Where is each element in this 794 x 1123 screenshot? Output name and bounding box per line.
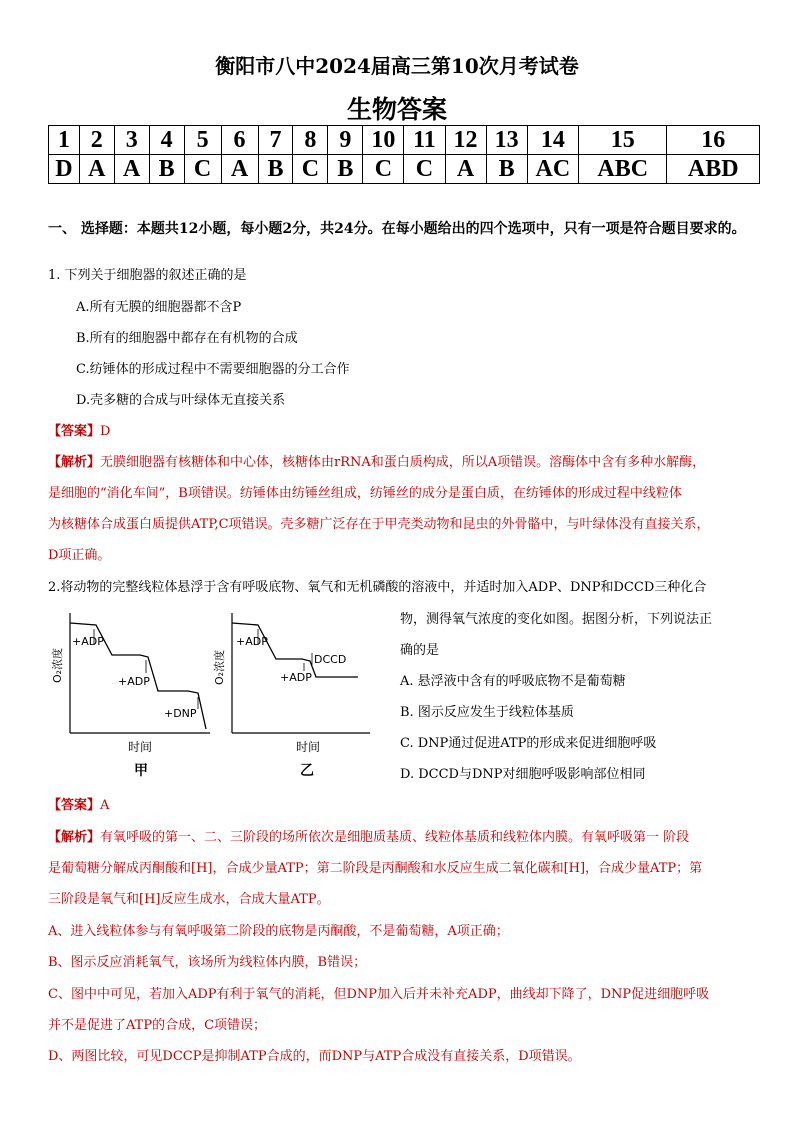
number-cell: 9 xyxy=(328,126,363,155)
analysis-text: 有氧呼吸的第一、二、三阶段的场所依次是细胞质基质、线粒体基质和线粒体内膜。有氧呼吸第一 阶段 xyxy=(100,830,690,845)
q2-analysis-line: C、图中中可见，若加入ADP有利于氧气的消耗，但DNP加入后并未补充ADP，曲线却下降了，DNP促进细胞呼吸 xyxy=(48,987,710,1002)
answer-table-answer-row xyxy=(49,155,760,184)
q2-analysis-line: D、两图比较，可见DCCP是抑制ATP合成的，而DNP与ATP合成没有直接关系，D项错误。 xyxy=(48,1049,581,1064)
answer-cell: ABC xyxy=(579,155,667,184)
q1-answer xyxy=(48,422,110,442)
q2-answer xyxy=(48,796,109,816)
number-cell: 8 xyxy=(293,126,328,155)
answer-label: 【答案】 xyxy=(48,798,101,813)
q2-analysis-line xyxy=(48,828,689,848)
number-cell: 7 xyxy=(258,126,293,155)
number-cell: 11 xyxy=(404,126,445,155)
answer-cell: A xyxy=(114,155,149,184)
number-cell: 13 xyxy=(486,126,527,155)
q1-analysis-line: 是细胞的“消化车间”，B项错误。纺锤体由纺锤丝组成，纺锤丝的成分是蛋白质，在纺锤体的形成过程中线粒体 xyxy=(48,486,682,501)
answer-cell: B xyxy=(258,155,293,184)
left-label-dnp: +DNP xyxy=(164,707,197,720)
answer-cell: B xyxy=(486,155,527,184)
answer-cell: B xyxy=(328,155,363,184)
answer-table xyxy=(48,125,760,184)
answer-cell: ABD xyxy=(667,155,760,184)
answer-cell: A xyxy=(445,155,486,184)
q1-analysis-line xyxy=(48,453,705,473)
answer-cell: C xyxy=(363,155,404,184)
number-cell: 15 xyxy=(579,126,667,155)
q2-option-b: B. 图示反应发生于线粒体基质 xyxy=(400,705,574,720)
number-cell: 10 xyxy=(363,126,404,155)
right-curve xyxy=(232,623,358,677)
q1-analysis-line: 为核糖体合成蛋白质提供ATP,C项错误。壳多糖广泛存在于甲壳类动物和昆虫的外骨骼中，与叶绿体没有直接关系， xyxy=(48,517,710,532)
answer-cell: AC xyxy=(527,155,578,184)
answer-cell: C xyxy=(184,155,221,184)
answer-cell: A xyxy=(79,155,114,184)
right-label-adp-2: +ADP xyxy=(280,671,312,684)
oxygen-figure xyxy=(48,605,378,785)
q2-analysis-line: A、进入线粒体参与有氧呼吸第二阶段的底物是丙酮酸，不是葡萄糖，A项正确； xyxy=(48,924,509,939)
q2-stem: 2.将动物的完整线粒体悬浮于含有呼吸底物、氧气和无机磷酸的溶液中，并适时加入ADP、DNP和DCCD三种化合 xyxy=(48,580,707,595)
q1-analysis-line: D项正确。 xyxy=(48,548,111,563)
q2-option-a: A. 悬浮液中含有的呼吸底物不是葡萄糖 xyxy=(400,674,626,689)
answer-cell: C xyxy=(293,155,328,184)
answer-label: 【答案】 xyxy=(48,424,101,439)
left-label-adp-1: +ADP xyxy=(72,635,104,648)
answer-cell: A xyxy=(221,155,258,184)
answer-cell: D xyxy=(49,155,80,184)
analysis-text: 无膜细胞器有核糖体和中心体，核糖体由rRNA和蛋白质构成，所以A项错误。溶酶体中含有多种水解酶， xyxy=(100,455,706,470)
number-cell: 3 xyxy=(114,126,149,155)
analysis-label: 【解析】 xyxy=(48,830,101,845)
page-subtitle: 生物答案 xyxy=(346,95,447,124)
q2-option-c: C. DNP通过促进ATP的形成来促进细胞呼吸 xyxy=(400,736,657,751)
q2-option-d: D. DCCD与DNP对细胞呼吸影响部位相同 xyxy=(400,767,646,782)
left-x-label: 时间 xyxy=(128,740,153,754)
answer-cell: C xyxy=(404,155,445,184)
left-caption: 甲 xyxy=(134,763,148,779)
q1-option-c: C.纺锤体的形成过程中不需要细胞器的分工合作 xyxy=(76,362,350,377)
number-cell: 1 xyxy=(49,126,80,155)
q2-analysis-line: 并不是促进了ATP的合成，C项错误； xyxy=(48,1018,267,1033)
answer-cell: B xyxy=(149,155,184,184)
right-caption: 乙 xyxy=(300,763,314,779)
q1-option-d: D.壳多糖的合成与叶绿体无直接关系 xyxy=(76,393,286,408)
analysis-label: 【解析】 xyxy=(48,455,101,470)
right-label-dccd: DCCD xyxy=(314,653,347,666)
q2-analysis-line: 是葡萄糖分解成丙酮酸和[H]，合成少量ATP；第二阶段是丙酮酸和水反应生成二氧化碳和[H]，合成少量ATP；第 xyxy=(48,861,703,876)
left-chart xyxy=(50,613,210,779)
number-cell: 2 xyxy=(79,126,114,155)
section-heading: 一、 选择题：本题共12小题，每小题2分，共24分。在每小题给出的四个选项中，只有一项是符合题目要求的。 xyxy=(48,221,746,237)
left-y-label: O₂浓度 xyxy=(51,647,64,683)
number-cell: 14 xyxy=(527,126,578,155)
q2-stem-cont: 物，测得氧气浓度的变化如图。据图分析，下列说法正 xyxy=(400,612,713,627)
answer-value: A xyxy=(100,798,110,813)
right-x-label: 时间 xyxy=(296,740,321,754)
number-cell: 5 xyxy=(184,126,221,155)
number-cell: 6 xyxy=(221,126,258,155)
answer-table-number-row xyxy=(49,126,760,155)
right-y-label: O₂浓度 xyxy=(213,649,226,685)
q2-stem-cont: 确的是 xyxy=(400,643,440,658)
number-cell: 12 xyxy=(445,126,486,155)
left-label-adp-2: +ADP xyxy=(118,675,150,688)
number-cell: 16 xyxy=(667,126,760,155)
q2-analysis-line: 三阶段是氧气和[H]反应生成水，合成大量ATP。 xyxy=(48,892,330,907)
number-cell: 4 xyxy=(149,126,184,155)
q1-option-b: B.所有的细胞器中都存在有机物的合成 xyxy=(76,331,298,346)
q1-stem: 1. 下列关于细胞器的叙述正确的是 xyxy=(48,268,247,283)
q2-analysis-line: B、图示反应消耗氧气，该场所为线粒体内膜，B错误； xyxy=(48,955,367,970)
answer-value: D xyxy=(100,424,111,439)
right-chart xyxy=(212,613,370,779)
page-title: 衡阳市八中2024届高三第10次月考试卷 xyxy=(215,54,579,78)
right-label-adp-1: +ADP xyxy=(236,635,268,648)
q1-option-a: A.所有无膜的细胞器都不含P xyxy=(76,300,242,315)
